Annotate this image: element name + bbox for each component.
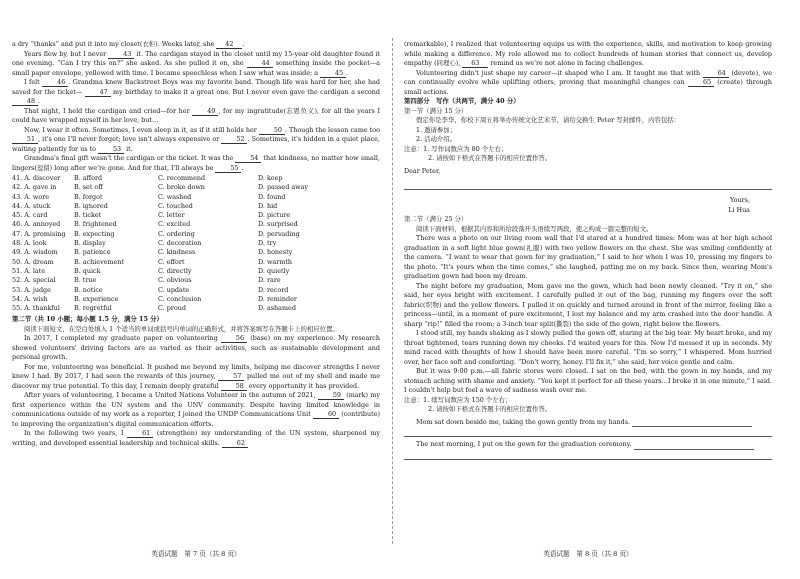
blank-52[interactable]: 52 (221, 135, 247, 144)
option-row (12, 174, 380, 183)
grammar-paragraph-5: (remarkable), I realized that volunteering equips us with the experience, skills, and motivation to keep growing while making a difference. My role allowed me to collect hundreds of human stories that connect us, develop empathy (同理心), 63 remind us we're not alone in facing challenges. (404, 40, 772, 67)
option-row (12, 202, 380, 211)
right-page (404, 40, 772, 540)
section-2-title: 第二节（共 10 小题；每小题 1.5 分，满分 15 分） (12, 315, 163, 324)
story-paragraph-4: But it was 9:00 p.m.—all fabric stores were closed. I sat on the bed, with the gown in my hands, and my stomach aching with shame and anxiety. “You kept it perfect for all these years…I broke it in one minute,” I said. I couldn't help but feel a wave of sadness wash over me. (404, 367, 772, 394)
option-choice[interactable]: C. washed (158, 192, 192, 201)
option-choice[interactable]: D. hid (258, 201, 278, 210)
option-choice[interactable]: C. obvious (158, 276, 192, 285)
option-choice[interactable]: B. ignored (74, 201, 108, 210)
story-paragraph-1: There was a photo on our living room wall that I'd stared at a hundred times: Mom was at her high school graduation in a soft light blue gown(礼服) with two yellow flowers on the chest. She was smiling confidently at the camera. “I want to wear that gown for my graduation,” I said to her when I was 10, pressing my fingers to the photo. “It's yours when the time comes,” she laughed, patting me on my back. Since then, wearing Mom's graduation gown had been my dream. (404, 234, 772, 280)
option-choice[interactable]: D. honesty (258, 248, 293, 257)
option-choice[interactable]: B. afford (74, 174, 103, 182)
blank-53[interactable]: 53 (98, 145, 124, 154)
continuation-note-1: 注意：1. 续写词数应为 150 个左右； (404, 395, 512, 404)
blank-42[interactable]: 42 (216, 40, 242, 49)
option-choice[interactable]: B. regretful (74, 304, 112, 313)
option-row (12, 239, 380, 248)
letter-greeting: Dear Peter, (404, 166, 441, 175)
blank-61[interactable]: 61 (127, 429, 153, 438)
option-row (12, 304, 380, 313)
blank-45[interactable]: 45 (320, 69, 346, 78)
blank-46[interactable]: 46 (42, 78, 68, 87)
option-choice[interactable]: B. notice (74, 285, 103, 294)
blank-57[interactable]: 57 (218, 372, 244, 381)
section-2-instructions: 阅读下面短文，在空白处填入 1 个适当的单词或括号内单词的正确形式，并将答案填写在答题卡上的相应位置。 (24, 324, 339, 333)
blank-51[interactable]: 51 (12, 135, 38, 144)
option-row (12, 276, 380, 285)
option-choice[interactable]: D. rare (258, 276, 281, 285)
continuation-answer-line-1[interactable] (632, 418, 752, 427)
writing-section-1-title: 第一节（满分 15 分） (404, 106, 468, 115)
option-choice[interactable]: D. reminder (258, 294, 297, 303)
option-choice[interactable]: C. decoration (158, 239, 202, 248)
option-choice[interactable]: D. warmth (258, 257, 293, 266)
option-choice[interactable]: 44. A. stuck (12, 201, 51, 210)
cloze-paragraph-3: That night, I held the cardigan and cried—for her 49 , for my ingratitude(忘恩负义), for all the years I could have wrapped myself in her love, but… (12, 106, 380, 124)
option-choice[interactable]: 43. A. wore (12, 192, 50, 201)
option-choice[interactable]: B. forgot (74, 192, 103, 201)
option-choice[interactable]: B. patience (74, 248, 111, 257)
option-choice[interactable]: B. quick (74, 266, 101, 275)
blank-59[interactable]: 59 (318, 391, 344, 400)
option-choice[interactable]: D. picture (258, 211, 291, 220)
blank-55[interactable]: 55 (215, 164, 241, 173)
option-choice[interactable]: C. conclusion (158, 294, 202, 303)
option-choice[interactable]: C. broke down (158, 183, 205, 192)
blank-58[interactable]: 58 (221, 382, 247, 391)
option-choice[interactable]: C. touched (158, 201, 193, 210)
option-row (12, 183, 380, 192)
option-choice[interactable]: C. kindness (158, 248, 196, 257)
writing-section-1-instructions: 假定你是李华，你校下周五将举办传统文化艺术节，请给交换生 Peter 写封邮件，内容包括： (416, 116, 681, 124)
option-row (12, 286, 380, 295)
continuation-opening-1: Mom sat down beside me, taking the gown gently from my hands. (404, 418, 772, 428)
page-8-footer: 英语试题 第 8 页（共 8 页） (543, 550, 633, 558)
blank-60[interactable]: 60 (313, 410, 339, 419)
option-choice[interactable]: C. excited (158, 220, 191, 229)
option-choice[interactable]: 50. A. dream (12, 257, 54, 266)
cloze-paragraph-5: Grandma's final gift wasn't the cardigan or the ticket. It was the 54 that kindness, no matter how small, lingers(逗留) long after we're gone. And for that, I'll always be 55 . (12, 154, 380, 172)
blank-62[interactable]: 62 (222, 439, 248, 448)
option-choice[interactable]: 51. A. late (12, 266, 46, 275)
option-choice[interactable]: 53. A. judge (12, 285, 51, 294)
blank-50[interactable]: 50 (259, 126, 285, 135)
option-choice[interactable]: D. passed away (258, 183, 309, 192)
option-choice[interactable]: B. display (74, 239, 106, 248)
continuation-answer-line-4[interactable] (404, 450, 772, 460)
answer-options (12, 174, 380, 313)
option-choice[interactable]: B. experience (74, 294, 119, 303)
continuation-answer-line-2[interactable] (404, 427, 772, 437)
continuation-opening-2: The next morning, I put on the gown for the graduation ceremony. (404, 440, 772, 450)
blank-63[interactable]: 63 (462, 59, 488, 68)
blank-47[interactable]: 47 (85, 88, 111, 97)
option-choice[interactable]: D. record (258, 285, 289, 294)
page-7-footer: 英语试题 第 7 页（共 8 页） (151, 550, 241, 558)
option-choice[interactable]: C. directly (158, 266, 192, 275)
option-choice[interactable]: D. quietly (258, 266, 290, 275)
grammar-paragraph-1: In 2017, I completed my graduate paper on volunteering 56 (base) on my experience. My research showed volunteers' driving factors are as varied as their activities, such as sustainable development and personal growth. (12, 334, 380, 362)
writing-note-1: 注意：1. 写作词数应为 80 个左右； (404, 144, 508, 153)
blank-54[interactable]: 54 (235, 154, 261, 163)
option-choice[interactable]: D. found (258, 192, 286, 201)
option-row (12, 295, 380, 304)
option-choice[interactable]: B. frightened (74, 220, 117, 229)
option-choice[interactable]: 42. A. gave in (12, 183, 57, 192)
letter-answer-line[interactable] (404, 180, 772, 190)
option-row (12, 267, 380, 276)
option-choice[interactable]: D. surprised (258, 220, 298, 229)
option-row (12, 211, 380, 220)
option-choice[interactable]: 54. A. wish (12, 294, 48, 303)
grammar-paragraph-3: After years of volunteering, I became a United Nations Volunteer in the autumn of 2021, 59 (mark) my first experience within the UN system and the UNV community. Despite having limited knowledge in communications outside of my work as a reporter, I joined the UNDP Communications Unit 60 (contribute) to improving the organization's digital communication efforts. (12, 391, 380, 428)
option-choice[interactable]: B. ticket (74, 211, 102, 220)
option-choice[interactable]: 48. A. look (12, 239, 47, 248)
option-choice[interactable]: B. set off (74, 183, 103, 192)
option-choice[interactable]: D. persuding (258, 229, 300, 238)
part-4-title: 第四部分 写作（共两节，满分 40 分） (404, 97, 520, 105)
blank-56[interactable]: 56 (221, 334, 247, 343)
letter-signature: Li Hua (728, 205, 750, 214)
option-choice[interactable]: C. letter (158, 211, 185, 220)
story-paragraph-3: I stood still, my hands shaking as I slowly pulled the gown off, staring at the big tear. My heart broke, and my throat tightened, tears running down my cheeks. I'd waited years for this. Now I'd messed it up in seconds. My mind raced with thoughts of how I should have been more careful. “I'm so sorry,” I whispered. Mom hurried over, her face soft and comforting. “Don't worry, honey. I'll fix it,” she said, her voice gentle and calm. (404, 329, 772, 366)
blank-44[interactable]: 44 (247, 59, 273, 68)
option-choice[interactable]: 45. A. card (12, 211, 48, 220)
continuation-answer-line-3[interactable] (634, 441, 754, 450)
story-paragraph-2: The night before my graduation, Mom gave me the gown, which had been newly cleaned. “Try it on,” she said, her eyes bright with excitement. I carefully pulled it out of the bag, running my fingers over the soft fabric(织物) and the yellow flowers. I pulled it on quickly and turned around in front of the mirror, feeling like a princess—until, in a moment of pure excitement, I lost my balance and my arm crashed into the door handle. A sharp “rip!” filled the room; a 3-inch tear split(撕裂) the side of the gown, right below the flowers. (404, 281, 772, 328)
option-choice[interactable]: D. ashamed (258, 304, 296, 313)
cloze-paragraph-2: I felt 46 . Grandma knew Backstreet Boys was my favorite band. Though life was hard for her, she had saved for the ticket— 47 my birthday to make it a great one. But I never even gave the cardigan a second 48 . (12, 78, 380, 105)
continuation-note-2: 2. 请按如下格式在答题卡的相应位置作答。 (428, 405, 552, 413)
option-row (12, 258, 380, 267)
blank-65[interactable]: 65 (688, 78, 714, 87)
option-choice[interactable]: B. true (74, 276, 97, 285)
writing-item-1: 1. 邀请参加； (416, 125, 457, 134)
left-page (12, 40, 380, 540)
option-choice[interactable]: 55. A. thankful (12, 304, 60, 313)
letter-closing: Yours, (730, 196, 750, 204)
option-row (12, 248, 380, 257)
writing-section-2-title: 第二节（满分 25 分） (404, 215, 468, 223)
option-choice[interactable]: C. ordering (158, 229, 195, 238)
writing-section-2-instructions: 阅读下面材料，根据其内容和所给段落开头语续写两段，使之构成一篇完整的短文。 (416, 224, 653, 233)
option-choice[interactable]: D. try (258, 239, 277, 248)
option-choice[interactable]: C. update (158, 285, 190, 294)
option-choice[interactable]: 52. A. special (12, 276, 56, 285)
cloze-intro: a dry “thanks” and put it into my closet(衣柜). Weeks later, she 42 . (12, 40, 245, 48)
option-choice[interactable]: B. expecting (74, 229, 115, 238)
option-row (12, 220, 380, 229)
option-choice[interactable]: 49. A. wisdom (12, 248, 58, 257)
option-row (12, 230, 380, 239)
writing-note-2: 2. 请按如下格式在答题卡的相应位置作答。 (428, 154, 552, 162)
blank-48[interactable]: 48 (12, 97, 38, 106)
option-choice[interactable]: D. keep (258, 174, 283, 182)
page-divider (392, 38, 393, 544)
option-choice[interactable]: C. proud (158, 304, 186, 313)
option-row (12, 193, 380, 202)
blank-64[interactable]: 64 (703, 69, 729, 78)
cloze-paragraph-1: Years flew by, but I never 43 it. The cardigan stayed in the closet until my 15-year-old daughter found it one evening. “Can I try this on?” she asked. As she pulled it on, she 44 something inside the pocket—a small paper envelope, yellowed with time. I became speechless when I saw what was inside; a 45 . (12, 49, 380, 77)
writing-item-2: 2. 活动介绍。 (416, 135, 457, 143)
blank-43[interactable]: 43 (108, 50, 134, 59)
grammar-paragraph-6: Volunteering didn't just shape my career—it shaped who I am. It taught me that with 64 (devote), we can continually evolve while uplifting others, proving that meaningful changes can 65 (create) through small actions. (404, 68, 772, 96)
grammar-paragraph-4: In the following two years, I 61 (strengthen) my understanding of the UN system, sharpened my writing, and developed essential leadership and technical skills. 62 (12, 429, 380, 447)
option-choice[interactable]: 47. A. promising (12, 229, 66, 238)
option-choice[interactable]: 46. A. annoyed (12, 220, 61, 229)
option-choice[interactable]: B. achievement (74, 257, 125, 266)
grammar-paragraph-2: For me, volunteering was beneficial. It pushed me beyond my limits, helping me discover strengths I never knew I had. By 2017, I had seen the rewards of this journey, 57 pulled me out of my shell and made me discover my true potential. To this day, I remain deeply grateful 58 every opportunity it has provided. (12, 362, 380, 390)
option-choice[interactable]: C. effort (158, 257, 185, 266)
cloze-paragraph-4: Now, I wear it often. Sometimes, I even sleep in it, as if it still holds her 50 . Though the lesson came too 51 , it's one I'll never forget; love isn't always expensive or 52 . Sometimes, it's hidden in a quiet place, waiting patiently for us to 53 it. (12, 125, 380, 153)
option-choice[interactable]: 41. A. discover (12, 174, 61, 182)
blank-49[interactable]: 49 (192, 107, 218, 116)
option-choice[interactable]: C. recommend (158, 174, 206, 182)
